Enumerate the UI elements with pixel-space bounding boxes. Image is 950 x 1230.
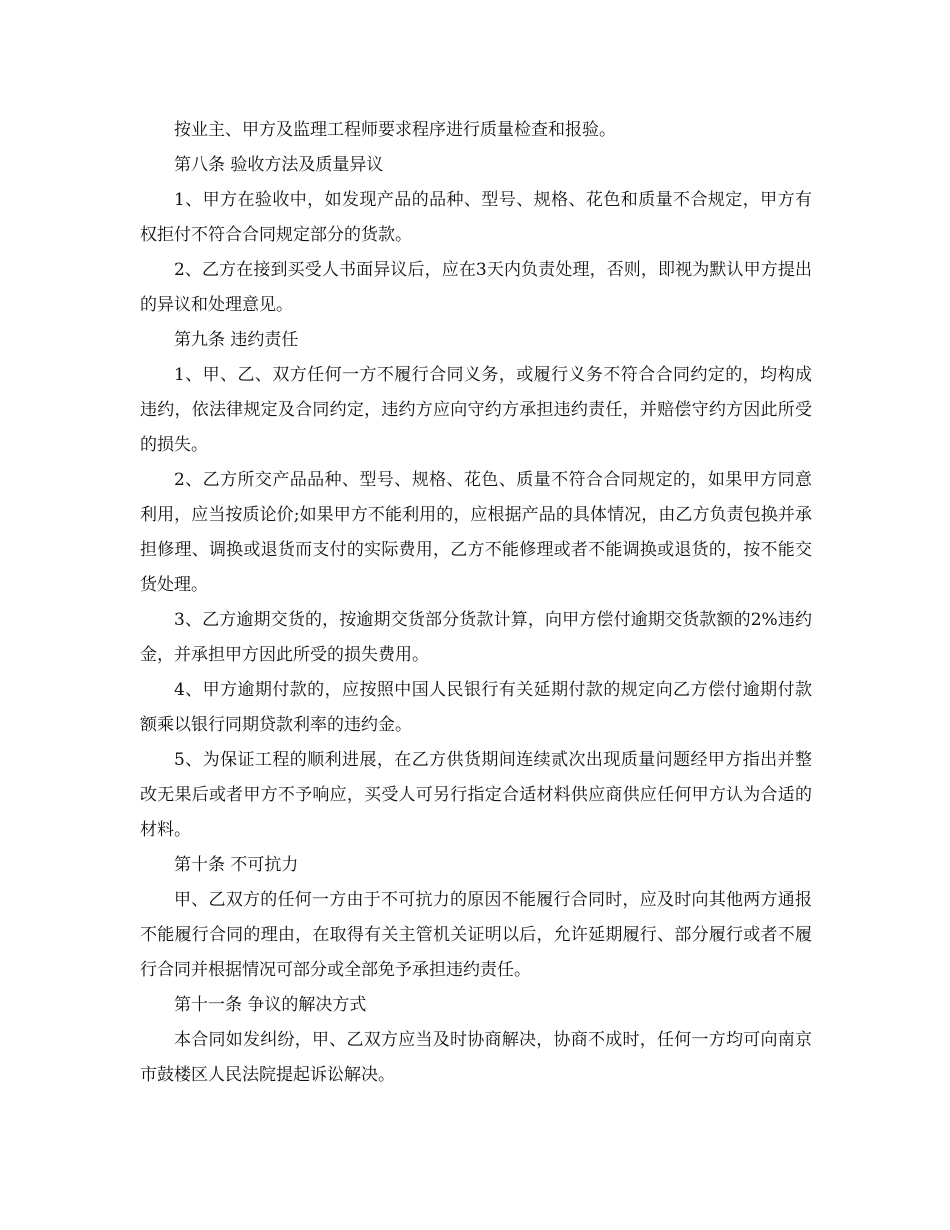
paragraph: 按业主、甲方及监理工程师要求程序进行质量检查和报验。 (174, 120, 616, 140)
section-heading: 第九条 违约责任 (174, 330, 299, 350)
paragraph: 2、乙方所交产品品种、型号、规格、花色、质量不符合合同规定的，如果甲方同意利用，应当按质论价;如果甲方不能利用的，应根据产品的具体情况，由乙方负责包换并承担修理、调换或退货而支付的实际费用，乙方不能修理或者不能调换或退货的，按不能交货处理。 (140, 470, 812, 595)
section-heading: 第十一条 争议的解决方式 (174, 995, 367, 1015)
paragraph: 3、乙方逾期交货的，按逾期交货部分货款计算，向甲方偿付逾期交货款额的2%违约金，并承担甲方因此所受的损失费用。 (140, 610, 812, 665)
document-page (140, 113, 812, 1093)
paragraph: 5、为保证工程的顺利进展，在乙方供货期间连续贰次出现质量问题经甲方指出并整改无果后或者甲方不予响应，买受人可另行指定合适材料供应商供应任何甲方认为合适的材料。 (140, 750, 812, 840)
paragraph: 本合同如发纠纷，甲、乙双方应当及时协商解决，协商不成时，任何一方均可向南京市鼓楼区人民法院提起诉讼解决。 (140, 1030, 812, 1085)
paragraph: 1、甲、乙、双方任何一方不履行合同义务，或履行义务不符合合同约定的，均构成违约，依法律规定及合同约定，违约方应向守约方承担违约责任，并赔偿守约方因此所受的损失。 (140, 365, 812, 455)
section-heading: 第十条 不可抗力 (174, 855, 299, 875)
section-heading: 第八条 验收方法及质量异议 (174, 155, 384, 175)
paragraph: 甲、乙双方的任何一方由于不可抗力的原因不能履行合同时，应及时向其他两方通报不能履行合同的理由，在取得有关主管机关证明以后，允许延期履行、部分履行或者不履行合同并根据情况可部分或全部免予承担违约责任。 (140, 890, 812, 980)
paragraph: 1、甲方在验收中，如发现产品的品种、型号、规格、花色和质量不合规定，甲方有权拒付不符合合同规定部分的货款。 (140, 190, 812, 245)
paragraph: 4、甲方逾期付款的，应按照中国人民银行有关延期付款的规定向乙方偿付逾期付款额乘以银行同期贷款利率的违约金。 (140, 680, 812, 735)
paragraph: 2、乙方在接到买受人书面异议后，应在3天内负责处理，否则，即视为默认甲方提出的异议和处理意见。 (140, 260, 812, 315)
